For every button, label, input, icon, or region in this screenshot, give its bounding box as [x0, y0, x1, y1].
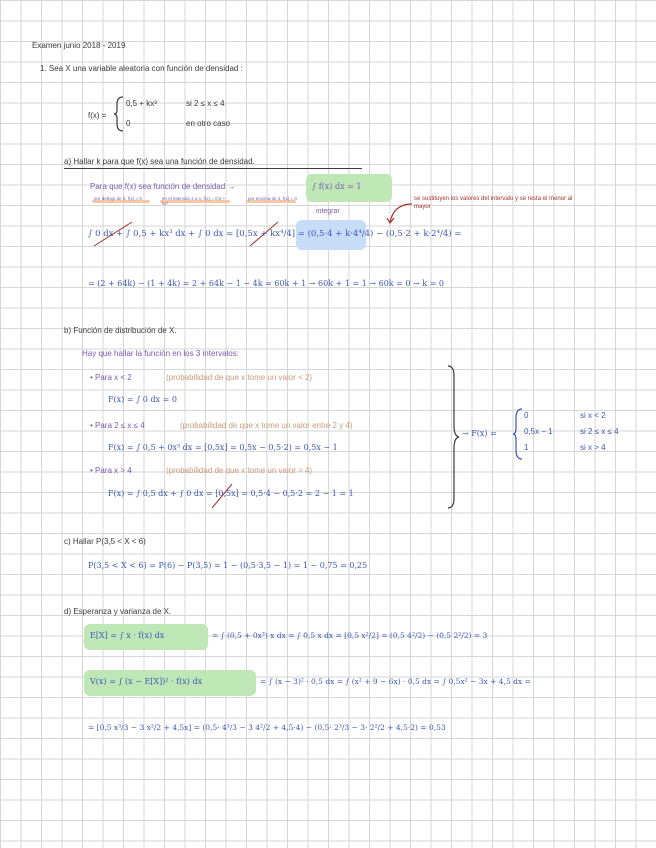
- result-label: → F(x) =: [462, 429, 497, 438]
- variance-line2: = [0,5 x³/3 − 3 x²/2 + 4,5x] = (0,5· 4³/3 − 3 4²/2 + 4,5·4) − (0,5· 2³/3 − 3· 2²/2 + 4,5·2) = 0,53: [88, 723, 446, 732]
- variance-calc: = ∫ (x − 3)² · 0,5 dx = ∫ (x² + 9 − 6x) · 0,5 dx = ∫ 0,5x² − 3x + 4,5 dx =: [260, 677, 531, 686]
- section-a-line2: = (2 + 64k) − (1 + 4k) = 2 + 64k − 1 − 4k = 60k + 1 → 60k + 1 = 1 → 60k = 0 → k = 0: [88, 279, 445, 288]
- section-a-title: a) Hallar k para que f(x) sea una función de densidad.: [64, 157, 255, 166]
- page-header: Examen junio 2018 - 2019: [32, 41, 126, 50]
- problem-statement: 1. Sea X una variable aleatoria con función de densidad :: [40, 64, 243, 73]
- case3-eq: F(x) = ∫ 0,5 dx + ∫ 0 dx = [0,5x] = 0,5·4 − 0,5·2 = 2 − 1 = 1: [108, 489, 354, 498]
- section-b-title: b) Función de distribución de X.: [64, 326, 177, 335]
- density-case1-expr: 0,5 + kx³: [126, 99, 157, 108]
- result-r1-val: 0: [524, 411, 529, 420]
- large-right-brace: [446, 364, 460, 510]
- section-b-intro: Hay que hallar la función en los 3 intervalos:: [82, 349, 239, 358]
- case2-note: (probabilidad de que x tome un valor entre 2 y 4): [180, 421, 353, 430]
- case2-eq: F(x) = ∫ 0,5 + 0x³ dx = [0,5x] = 0,5x − 0,5·2) = 0,5x − 1: [108, 443, 338, 452]
- result-r1-cond: si x < 2: [580, 411, 606, 420]
- result-r3-val: 1: [524, 443, 529, 452]
- case1-head: • Para x < 2: [90, 373, 132, 382]
- case2-head: • Para 2 ≤ x ≤ 4: [90, 421, 145, 430]
- density-brace: [113, 96, 125, 132]
- note-above-4: por encima de 4, f(x) = 0: [248, 196, 297, 201]
- section-a-intro: Para que f(x) sea función de densidad →: [90, 182, 236, 191]
- result-brace: [512, 408, 524, 460]
- expectation-def: E[X] = ∫ x · f(x) dx: [90, 631, 165, 640]
- integral-condition: ∫ f(x) dx = 1: [312, 182, 362, 191]
- red-arrow-icon: [384, 200, 414, 226]
- expectation-calc: = ∫ (0,5 + 0x³) x dx = ∫ 0,5 x dx = [0,5 x²/2] = (0,5 4²/2) − (0,5 2²/2) = 3: [212, 631, 488, 640]
- density-fx-label: f(x) =: [88, 111, 107, 120]
- note-interval: en el intervalo 2 ≤ x, f(x) = 0,5 + kx³: [162, 196, 226, 206]
- section-d-title: d) Esperanza y varianza de X.: [64, 607, 172, 616]
- density-case1-cond: si 2 ≤ x ≤ 4: [186, 99, 225, 108]
- case3-note: (probabilidad de que x tome un valor > 4): [166, 466, 313, 475]
- section-c-line: P(3,5 < X < 6) = P(6) − P(3,5) = 1 − (0,5·3,5 − 1) = 1 − 0,75 = 0,25: [88, 561, 368, 570]
- section-a-underline: [64, 168, 362, 169]
- result-r3-cond: si x > 4: [580, 443, 606, 452]
- density-case2-cond: en otro caso: [186, 119, 231, 128]
- density-case2-expr: 0: [126, 119, 131, 128]
- variance-def: V(x) = ∫ (x − E[X])² · f(x) dx: [90, 677, 203, 686]
- case1-eq: F(x) = ∫ 0 dx = 0: [108, 395, 177, 404]
- note-below-2: por debajo de 2, f(x) = 0: [94, 196, 142, 201]
- result-r2-cond: si 2 ≤ x ≤ 4: [580, 427, 619, 436]
- case1-note: (probabilidad de que x tome un valor < 2): [166, 373, 313, 382]
- integrar-label: integrar: [316, 208, 340, 215]
- section-c-title: c) Hallar P(3,5 < X < 6): [64, 537, 146, 546]
- section-a-line1: ∫ 0 dx + ∫ 0,5 + kx³ dx + ∫ 0 dx = [0,5x + kx⁴/4] = (0,5·4 + k·4⁴/4) − (0,5·2 + k·2⁴/4) =: [88, 229, 462, 239]
- note-substitute: se sustituyen los valores del intervalo y se resta el menor al mayor: [414, 196, 573, 210]
- result-r2-val: 0,5x − 1: [524, 427, 553, 436]
- case3-head: • Para x > 4: [90, 466, 132, 475]
